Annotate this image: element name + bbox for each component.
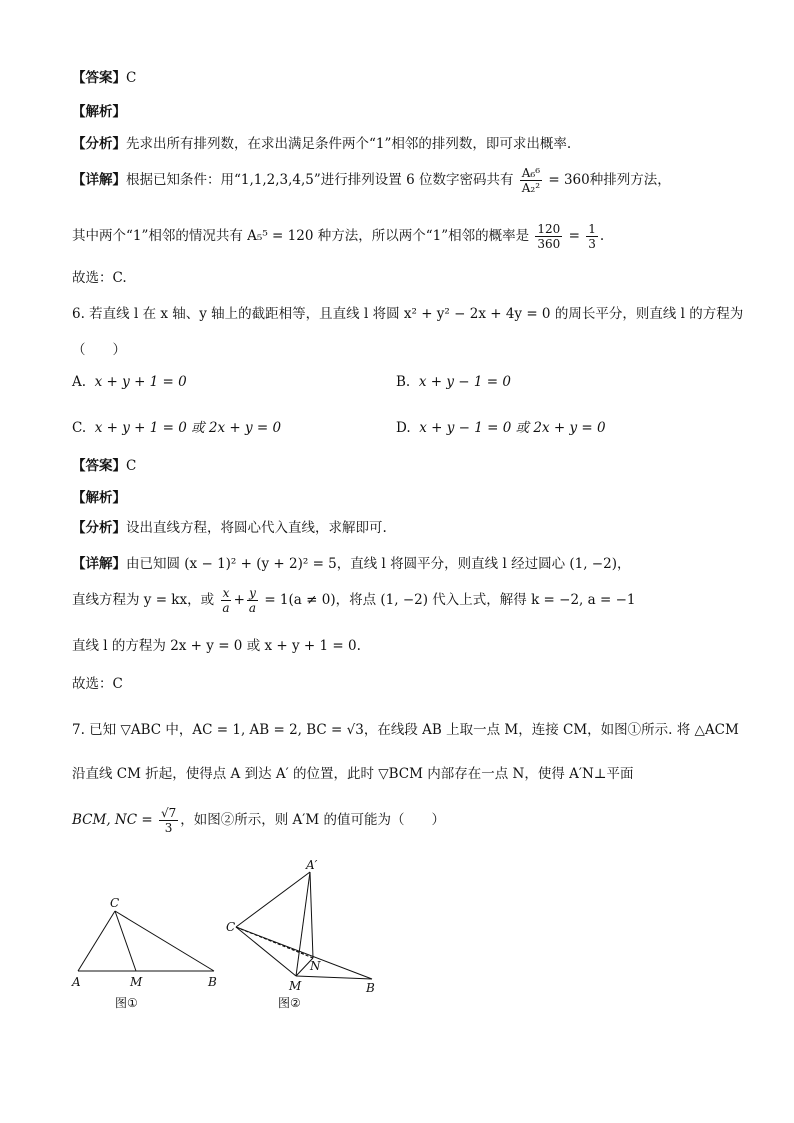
answer-tag: 【答案】 <box>72 458 126 474</box>
answer-value: C <box>126 458 137 474</box>
fenxi-tag: 【分析】 <box>72 136 126 152</box>
fig2-label-m: M <box>289 979 302 993</box>
q5-detail-line-1 <box>72 166 671 195</box>
choose-text: 故选：C. <box>72 270 127 286</box>
q5-analysis-line <box>72 100 126 120</box>
question-stem: 7. 已知 ▽ABC 中，AC = 1, AB = 2, BC = √3，在线段 AB 上取一点 M，连接 CM，如图①所示. 将 △ACM <box>72 722 739 738</box>
q6-stem-line-2 <box>72 338 126 358</box>
fraction-numerator: √7 <box>160 806 177 820</box>
q5-choose-line <box>72 266 127 286</box>
fraction-denominator: A₂² <box>521 181 541 195</box>
q6-answer-line <box>72 454 136 474</box>
fraction-denominator: 3 <box>164 821 173 835</box>
question-stem: 沿直线 CM 折起，使得点 A 到达 A′ 的位置，此时 ▽BCM 内部存在一点 N，使得 A′N⊥平面 <box>72 766 634 782</box>
detail-text: 根据已知条件：用“1,1,2,3,4,5”进行排列设置 6 位数字密码共有 <box>126 172 514 188</box>
option-text: x + y − 1 = 0 <box>418 374 511 390</box>
detail-text: 其中两个“1”相邻的情况共有 A₅⁵ = 120 种方法，所以两个“1”相邻的概率是 <box>72 228 530 244</box>
q6-fenxi-line <box>72 516 387 536</box>
question-stem: 6. 若直线 l 在 x 轴、y 轴上的截距相等，且直线 l 将圆 x² + y² − 2x + 4y = 0 的周长平分，则直线 l 的方程为 <box>72 306 744 322</box>
option-label: B. <box>396 374 411 390</box>
q6-option-b <box>396 374 511 390</box>
option-text: x + y + 1 = 0 <box>94 374 187 390</box>
q5-fenxi-line <box>72 132 571 152</box>
fraction-numerator: x <box>222 586 230 600</box>
geometry-figures <box>60 855 400 1020</box>
q7-stem-line-2 <box>72 762 633 782</box>
q6-detail-line-3 <box>72 634 361 654</box>
fig2-caption: 图② <box>278 996 301 1010</box>
fraction-denominator: 3 <box>588 237 596 251</box>
fraction-denominator: a <box>248 601 257 615</box>
fig1-label-c: C <box>110 896 120 910</box>
fig1-label-b: B <box>208 975 217 989</box>
fig1-label-a: A <box>72 975 81 989</box>
detail-text: 直线方程为 y = kx，或 <box>72 592 215 608</box>
q6-detail-line-1 <box>72 552 630 572</box>
answer-value: C <box>126 70 137 86</box>
plus-sign: + <box>233 592 245 608</box>
fig2-label-a-prime: A′ <box>306 858 318 872</box>
xiangjie-tag: 【详解】 <box>72 556 126 572</box>
option-label: D. <box>396 420 411 436</box>
detail-text: = 1(a ≠ 0)，将点 (1, −2) 代入上式，解得 k = −2, a = −1 <box>264 592 636 608</box>
option-text: x + y − 1 = 0 或 2x + y = 0 <box>419 420 606 436</box>
analysis-tag: 【解析】 <box>72 490 126 506</box>
q5-detail-line-2 <box>72 222 604 251</box>
q6-choose-line <box>72 672 123 692</box>
detail-text: 种排列方法， <box>589 172 671 188</box>
option-text: x + y + 1 = 0 或 2x + y = 0 <box>94 420 282 436</box>
answer-blank: （ ） <box>72 342 126 358</box>
question-stem: ，如图②所示，则 A′M 的值可能为（ ） <box>180 812 445 828</box>
analysis-tag: 【解析】 <box>72 104 126 120</box>
fraction-denominator: a <box>222 601 230 615</box>
period: . <box>599 228 605 244</box>
equals-sign: = <box>568 228 580 244</box>
q7-stem-line-3 <box>72 806 445 835</box>
fig2-label-b: B <box>366 981 375 995</box>
q6-option-d <box>396 416 606 436</box>
figure-1 <box>71 896 217 1010</box>
answer-tag: 【答案】 <box>72 70 126 86</box>
q5-answer-line <box>72 66 136 86</box>
fraction <box>159 806 178 835</box>
fenxi-text: 先求出所有排列数，在求出满足条件两个“1”相邻的排列数，即可求出概率. <box>126 136 572 152</box>
choose-text: 故选：C <box>72 676 123 692</box>
q7-stem-line-1 <box>72 718 739 738</box>
option-label: C. <box>72 420 87 436</box>
fraction-numerator: 120 <box>537 222 561 236</box>
fraction <box>220 586 231 615</box>
fraction-numerator: y <box>249 586 256 600</box>
fraction <box>247 586 258 615</box>
fenxi-text: 设出直线方程，将圆心代入直线，求解即可. <box>126 520 387 536</box>
detail-text: 直线 l 的方程为 2x + y = 0 或 x + y + 1 = 0. <box>72 638 361 654</box>
fenxi-tag: 【分析】 <box>72 520 126 536</box>
question-stem: BCM, NC = <box>72 812 153 828</box>
fig1-caption: 图① <box>115 996 138 1010</box>
option-label: A. <box>72 374 87 390</box>
detail-text: 由已知圆 (x − 1)² + (y + 2)² = 5，直线 l 将圆平分，则直线 l 经过圆心 (1, −2)， <box>126 556 631 572</box>
fraction-denominator: 360 <box>537 237 561 251</box>
fraction-numerator: 1 <box>588 222 596 236</box>
q6-detail-line-2 <box>72 586 635 615</box>
q6-stem-line-1 <box>72 302 743 322</box>
figure-2 <box>226 858 375 1010</box>
detail-value: = 360 <box>548 172 590 188</box>
fig2-label-c: C <box>226 920 236 934</box>
fraction <box>520 166 542 195</box>
fraction <box>586 222 598 251</box>
q6-analysis-line <box>72 486 126 506</box>
q6-option-a <box>72 374 187 390</box>
fig2-label-n: N <box>310 959 321 973</box>
fig1-label-m: M <box>130 975 143 989</box>
q6-option-c <box>72 416 281 436</box>
fraction <box>535 222 562 251</box>
fraction-numerator: A₆⁶ <box>521 166 541 180</box>
xiangjie-tag: 【详解】 <box>72 172 126 188</box>
